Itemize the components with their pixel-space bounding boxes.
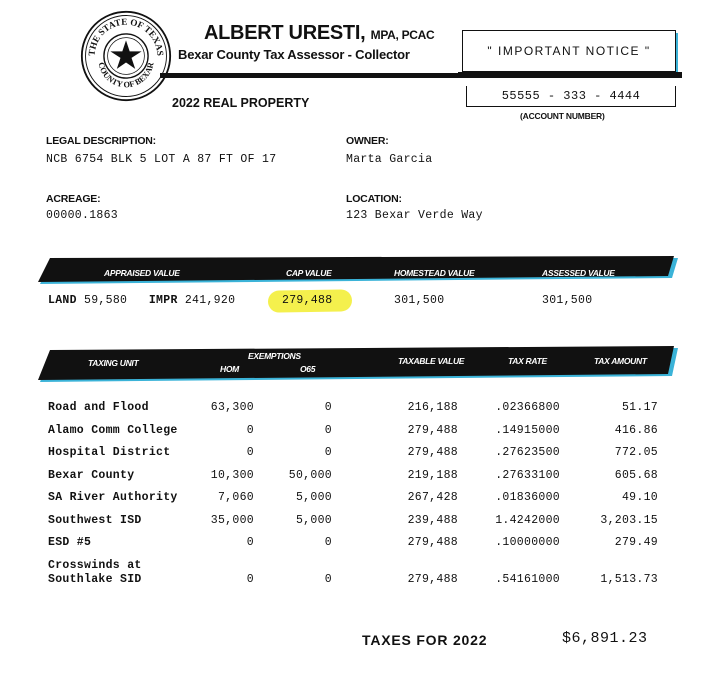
assessor-office: Bexar County Tax Assessor - Collector <box>178 47 410 62</box>
o65-exemption: 0 <box>324 446 332 459</box>
taxing-unit-name: Hospital District <box>48 446 171 459</box>
taxing-unit-name: ESD #5 <box>48 536 92 549</box>
exemptions-header: EXEMPTIONS <box>248 351 301 361</box>
total-taxes-value: $6,891.23 <box>562 630 648 647</box>
tax-rate-header: TAX RATE <box>508 356 547 366</box>
taxable-value-header: TAXABLE VALUE <box>398 356 465 366</box>
taxable-value: 279,488 <box>407 424 458 437</box>
owner-label: OWNER: <box>346 135 389 147</box>
taxable-value: 279,488 <box>407 536 458 549</box>
o65-exemption: 0 <box>324 424 332 437</box>
hom-exemption: 0 <box>246 536 254 549</box>
hom-exemption: 0 <box>246 446 254 459</box>
tax-rate: .27633100 <box>495 469 560 482</box>
tax-amount: 416.86 <box>614 424 658 437</box>
taxing-unit-header: TAXING UNIT <box>88 358 139 368</box>
hom-exemption: 7,060 <box>217 491 254 504</box>
taxing-unit-name-line2: Southlake SID <box>48 573 142 586</box>
tax-rate: .14915000 <box>495 424 560 437</box>
hom-exemption: 35,000 <box>210 514 254 527</box>
owner-value: Marta Garcia <box>346 153 433 166</box>
tax-rate: .27623500 <box>495 446 560 459</box>
taxable-value: 239,488 <box>407 514 458 527</box>
tax-amount: 1,513.73 <box>600 573 658 586</box>
acreage-label: ACREAGE: <box>46 193 101 205</box>
tax-amount: 279.49 <box>614 536 658 549</box>
tax-amount: 772.05 <box>614 446 658 459</box>
land-label: LAND <box>48 294 77 307</box>
taxable-value: 267,428 <box>407 491 458 504</box>
taxing-unit-name: Bexar County <box>48 469 135 482</box>
notice-underline <box>458 72 682 78</box>
seal-bottom-text: COUNTY OF BEXAR <box>96 61 156 90</box>
hom-header: HOM <box>220 364 239 374</box>
tax-rate: .02366800 <box>495 401 560 414</box>
taxing-unit-name: Alamo Comm College <box>48 424 178 437</box>
impr-label: IMPR <box>148 294 178 307</box>
taxable-value: 279,488 <box>407 573 458 586</box>
acreage-value: 00000.1863 <box>46 209 119 222</box>
tax-amount: 605.68 <box>614 469 658 482</box>
tax-amount-header: TAX AMOUNT <box>594 356 647 366</box>
location-value: 123 Bexar Verde Way <box>346 209 483 222</box>
taxable-value: 279,488 <box>407 446 458 459</box>
taxable-value: 216,188 <box>407 401 458 414</box>
o65-exemption: 0 <box>324 536 332 549</box>
account-number: 55555 - 333 - 4444 <box>466 86 676 107</box>
cap-value-header: CAP VALUE <box>286 268 332 278</box>
seal-top-text: THE STATE OF TEXAS <box>86 16 166 57</box>
county-seal-icon <box>80 10 172 102</box>
appraised-value-header: APPRAISED VALUE <box>104 268 180 278</box>
location-label: LOCATION: <box>346 193 402 205</box>
legal-description-label: LEGAL DESCRIPTION: <box>46 135 156 147</box>
document-title: 2022 REAL PROPERTY <box>172 96 310 110</box>
taxing-unit-name: Crosswinds at <box>48 559 142 572</box>
o65-exemption: 0 <box>324 573 332 586</box>
homestead-value: 301,500 <box>394 294 445 307</box>
important-notice: " IMPORTANT NOTICE " <box>462 30 676 72</box>
taxing-unit-name: Road and Flood <box>48 401 149 414</box>
account-number-label: (ACCOUNT NUMBER) <box>520 111 605 121</box>
tax-rate: .01836000 <box>495 491 560 504</box>
cap-value: 279,488 <box>282 294 333 307</box>
assessor-credentials: MPA, PCAC <box>370 28 435 42</box>
assessor-name: ALBERT URESTI, MPA, PCAC <box>204 22 435 44</box>
taxing-unit-name: SA River Authority <box>48 491 178 504</box>
hom-exemption: 10,300 <box>210 469 254 482</box>
hom-exemption: 0 <box>246 424 254 437</box>
o65-exemption: 0 <box>324 401 332 414</box>
tax-rate: 1.4242000 <box>495 514 560 527</box>
homestead-value-header: HOMESTEAD VALUE <box>394 268 475 278</box>
tax-amount: 51.17 <box>621 401 658 414</box>
o65-exemption: 50,000 <box>288 469 332 482</box>
hom-exemption: 0 <box>246 573 254 586</box>
tax-rate: .54161000 <box>495 573 560 586</box>
hom-exemption: 63,300 <box>210 401 254 414</box>
o65-exemption: 5,000 <box>295 491 332 504</box>
land-value-row <box>48 294 235 307</box>
tax-amount: 3,203.15 <box>600 514 658 527</box>
tax-rate: .10000000 <box>495 536 560 549</box>
legal-description-value: NCB 6754 BLK 5 LOT A 87 FT OF 17 <box>46 153 277 166</box>
o65-header: O65 <box>300 364 316 374</box>
taxable-value: 219,188 <box>407 469 458 482</box>
header-rule <box>160 73 460 78</box>
total-taxes-label: TAXES FOR 2022 <box>362 632 488 648</box>
o65-exemption: 5,000 <box>295 514 332 527</box>
taxing-unit-name: Southwest ISD <box>48 514 142 527</box>
assessed-value: 301,500 <box>542 294 593 307</box>
assessed-value-header: ASSESSED VALUE <box>542 268 615 278</box>
impr-value: 241,920 <box>184 294 236 307</box>
tax-amount: 49.10 <box>621 491 658 504</box>
land-value: 59,580 <box>84 294 128 307</box>
